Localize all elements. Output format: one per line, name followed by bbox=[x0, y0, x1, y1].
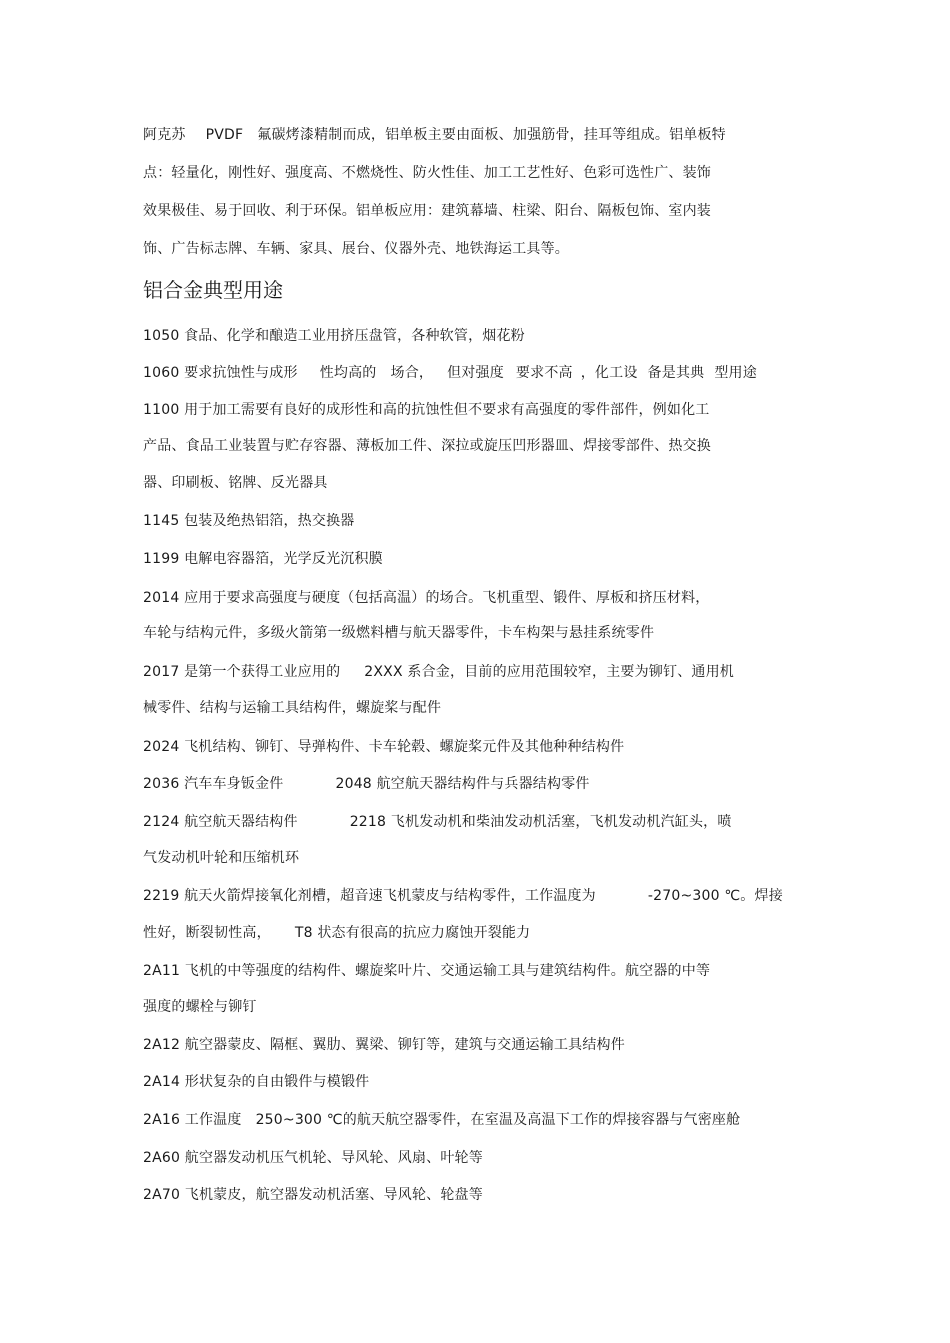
entry-2219-line-2 bbox=[143, 923, 530, 943]
entry-2a12: 2A12 航空器蒙皮、隔框、翼肋、翼梁、铆钉等，建筑与交通运输工具结构件 bbox=[143, 1037, 625, 1053]
entry-1060-part-f: ，化工设 bbox=[580, 365, 638, 381]
entry-2014-line-1: 2014 应用于要求高强度与硬度（包括高温）的场合。飞机重型、锻件、厚板和挤压材料， bbox=[143, 590, 710, 606]
entry-2017-part-b: 2XXX 系合金，目前的应用范围较窄，主要为铆钉、通用机 bbox=[364, 664, 735, 680]
entry-1199: 1199 电解电容器箔，光学反光沉积膜 bbox=[143, 551, 383, 567]
entry-2218-line-2: 气发动机叶轮和压缩机环 bbox=[143, 850, 300, 866]
entry-1060-part-b: 性均高的 bbox=[319, 365, 377, 381]
entry-2048: 2048 航空航天器结构件与兵器结构零件 bbox=[335, 776, 590, 792]
intro-line-2: 点：轻量化，刚性好、强度高、不燃烧性、防火性佳、加工工艺性好、色彩可选性广、装饰 bbox=[143, 165, 711, 181]
entry-1060 bbox=[143, 363, 757, 383]
entry-2017-part-a: 2017 是第一个获得工业应用的 bbox=[143, 664, 341, 680]
entry-2024: 2024 飞机结构、铆钉、导弹构件、卡车轮毂、螺旋桨元件及其他种种结构件 bbox=[143, 739, 625, 755]
entry-2a16 bbox=[143, 1110, 740, 1130]
entry-1060-part-g: 备是其典 bbox=[647, 365, 705, 381]
entry-2017-line-1 bbox=[143, 662, 734, 682]
entry-1060-part-a: 1060 要求抗蚀性与成形 bbox=[143, 365, 298, 381]
entry-1060-part-c: 场合， bbox=[390, 365, 434, 381]
entry-2a11-line-2: 强度的螺栓与铆钉 bbox=[143, 999, 257, 1015]
intro-pvdf: PVDF bbox=[205, 127, 244, 143]
entry-1100-line-2: 产品、食品工业装置与贮存容器、薄板加工件、深拉或旋压凹形器皿、焊接零部件、热交换 bbox=[143, 438, 711, 454]
entry-2219-part-c: 性好，断裂韧性高， bbox=[143, 925, 271, 941]
entry-1060-part-e: 要求不高 bbox=[515, 365, 573, 381]
entry-1145: 1145 包装及绝热铝箔，热交换器 bbox=[143, 513, 355, 529]
entry-2a16-part-b: 250~300 ℃的航天航空器零件，在室温及高温下工作的焊接容器与气密座舱 bbox=[255, 1112, 741, 1128]
entry-2a16-part-a: 2A16 工作温度 bbox=[143, 1112, 242, 1128]
entry-1100-line-3: 器、印刷板、铭牌、反光器具 bbox=[143, 475, 328, 491]
entry-2219-line-1 bbox=[143, 886, 783, 906]
section-heading: 铝合金典型用途 bbox=[143, 278, 283, 302]
entry-2124: 2124 航空航天器结构件 bbox=[143, 814, 298, 830]
entry-2a70: 2A70 飞机蒙皮，航空器发动机活塞、导风轮、轮盘等 bbox=[143, 1187, 483, 1203]
entry-2124-2218 bbox=[143, 812, 732, 832]
entry-1050: 1050 食品、化学和酿造工业用挤压盘管，各种软管，烟花粉 bbox=[143, 328, 525, 344]
intro-line-3: 效果极佳、易于回收、利于环保。铝单板应用：建筑幕墙、柱梁、阳台、隔板包饰、室内装 bbox=[143, 203, 711, 219]
entry-2036-2048 bbox=[143, 774, 590, 794]
entry-2219-part-b: -270~300 ℃。焊接 bbox=[647, 888, 783, 904]
intro-text-1: 氟碳烤漆精制而成，铝单板主要由面板、加强筋骨，挂耳等组成。铝单板特 bbox=[257, 127, 726, 143]
entry-2218: 2218 飞机发动机和柴油发动机活塞，飞机发动机汽缸头，喷 bbox=[349, 814, 732, 830]
intro-brand: 阿克苏 bbox=[143, 127, 186, 143]
entry-1060-part-d: 但对强度 bbox=[447, 365, 504, 381]
entry-1100-line-1: 1100 用于加工需要有良好的成形性和高的抗蚀性但不要求有高强度的零件部件，例如化工 bbox=[143, 402, 710, 418]
entry-2036: 2036 汽车车身钣金件 bbox=[143, 776, 284, 792]
entry-2a11-line-1: 2A11 飞机的中等强度的结构件、螺旋桨叶片、交通运输工具与建筑结构件。航空器的中等 bbox=[143, 963, 711, 979]
entry-2219-part-a: 2219 航天火箭焊接氧化剂槽，超音速飞机蒙皮与结构零件，工作温度为 bbox=[143, 888, 596, 904]
entry-2a14: 2A14 形状复杂的自由锻件与模锻件 bbox=[143, 1074, 370, 1090]
entry-2a60: 2A60 航空器发动机压气机轮、导风轮、风扇、叶轮等 bbox=[143, 1150, 483, 1166]
intro-line-1 bbox=[143, 125, 726, 145]
entry-2219-part-d: T8 状态有很高的抗应力腐蚀开裂能力 bbox=[294, 925, 531, 941]
intro-line-4: 饰、广告标志牌、车辆、家具、展台、仪器外壳、地铁海运工具等。 bbox=[143, 241, 569, 257]
entry-2017-line-2: 械零件、结构与运输工具结构件，螺旋桨与配件 bbox=[143, 700, 442, 716]
entry-1060-part-h: 型用途 bbox=[714, 365, 757, 381]
entry-2014-line-2: 车轮与结构元件，多级火箭第一级燃料槽与航天器零件，卡车构架与悬挂系统零件 bbox=[143, 625, 655, 641]
